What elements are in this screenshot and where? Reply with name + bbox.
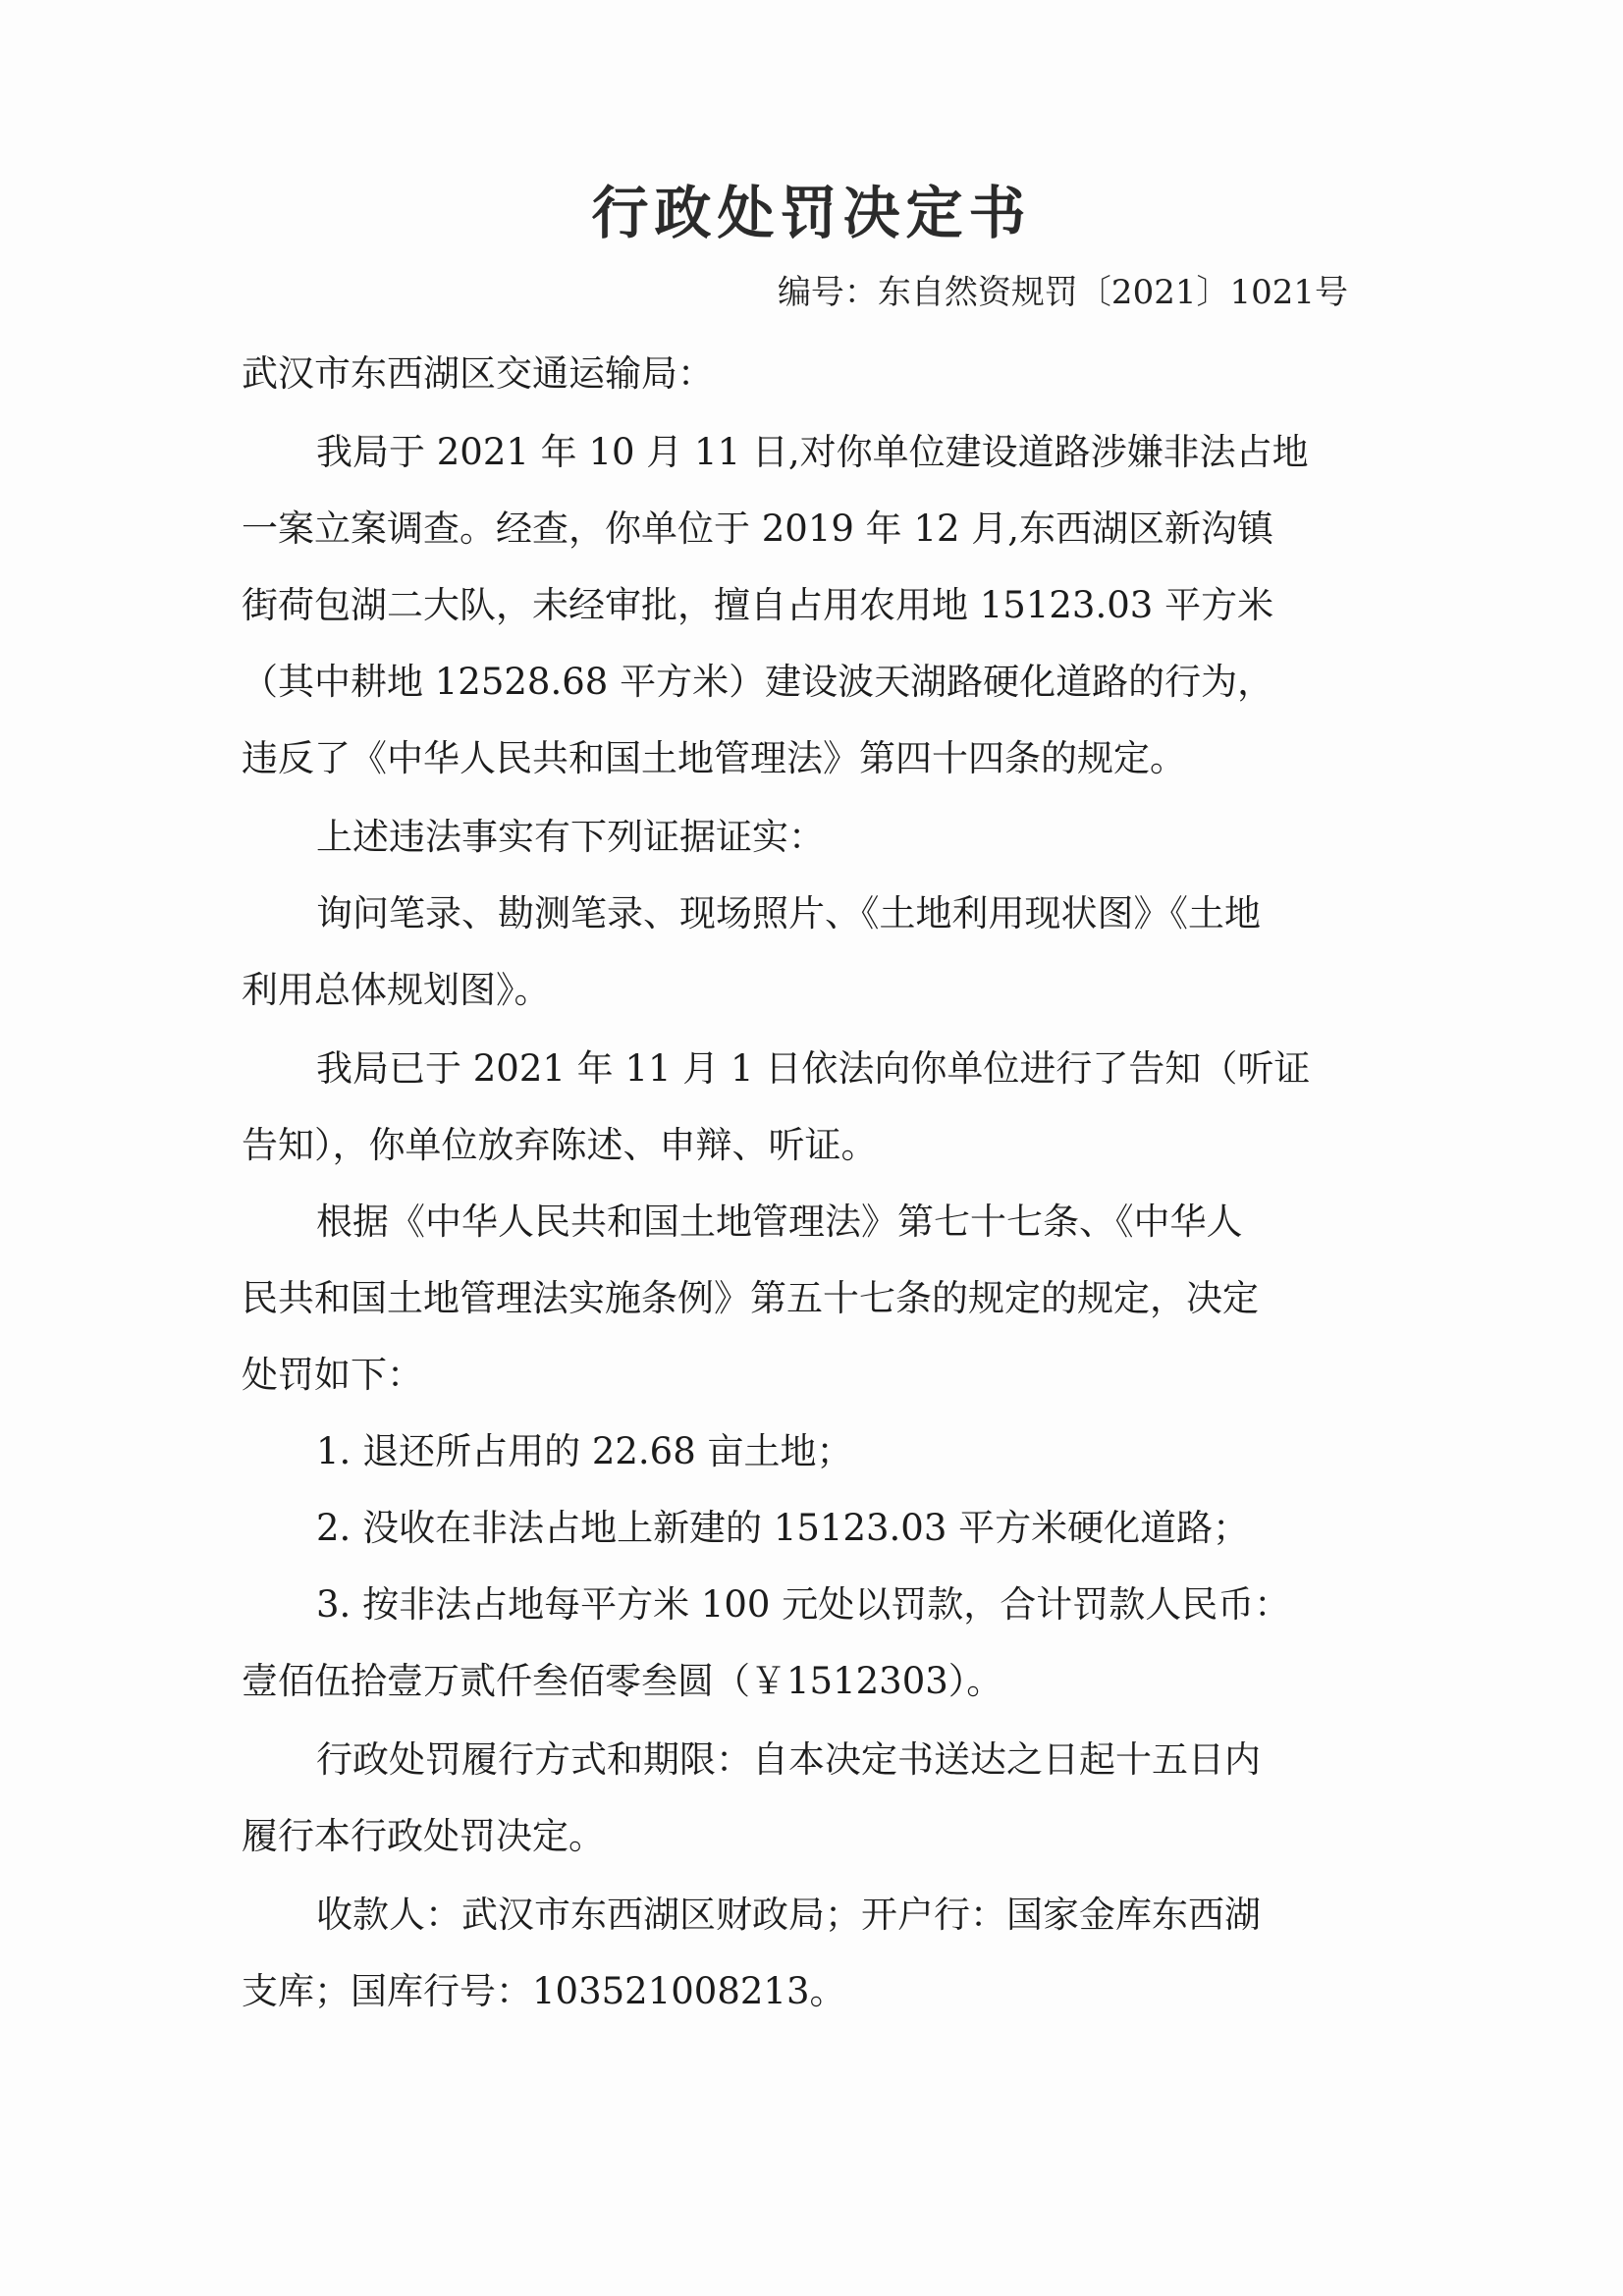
body-line: 街荷包湖二大队，未经审批，擅自占用农用地 15123.03 平方米 — [242, 584, 1274, 626]
body-line: 利用总体规划图》。 — [242, 969, 551, 1011]
body-line: 根据《中华人民共和国土地管理法》第七十七条、《中华人 — [316, 1201, 1243, 1243]
body-line: 告知），你单位放弃陈述、申辩、听证。 — [242, 1124, 878, 1166]
body-line: 行政处罚履行方式和期限：自本决定书送达之日起十五日内 — [316, 1738, 1261, 1781]
body-line: 壹佰伍拾壹万贰仟叁佰零叁圆（￥1512303）。 — [242, 1660, 1003, 1702]
body-line: 询问笔录、勘测笔录、现场照片、《土地利用现状图》《土地 — [316, 892, 1261, 934]
body-line: 一案立案调查。经查，你单位于 2019 年 12 月,东西湖区新沟镇 — [242, 507, 1274, 550]
addressee: 武汉市东西湖区交通运输局： — [242, 352, 714, 395]
penalty-item: 2. 没收在非法占地上新建的 15123.03 平方米硬化道路； — [316, 1507, 1250, 1549]
body-line: 违反了《中华人民共和国土地管理法》第四十四条的规定。 — [242, 737, 1186, 779]
body-line: 民共和国土地管理法实施条例》第五十七条的规定的规定，决定 — [242, 1277, 1259, 1319]
document-title: 行政处罚决定书 — [591, 180, 1032, 246]
penalty-item: 1. 退还所占用的 22.68 亩土地； — [316, 1430, 853, 1472]
document-number: 编号：东自然资规罚〔2021〕1021号 — [777, 273, 1348, 312]
body-line: 支库；国库行号：103521008213。 — [242, 1970, 846, 2012]
body-line: 我局于 2021 年 10 月 11 日,对你单位建设道路涉嫌非法占地 — [316, 431, 1309, 473]
body-line: 我局已于 2021 年 11 月 1 日依法向你单位进行了告知（听证 — [316, 1047, 1311, 1090]
body-line: 收款人：武汉市东西湖区财政局；开户行：国家金库东西湖 — [316, 1894, 1261, 1936]
body-line: 处罚如下： — [242, 1354, 423, 1396]
penalty-item: 3. 按非法占地每平方米 100 元处以罚款，合计罚款人民币： — [316, 1583, 1291, 1626]
body-line: 上述违法事实有下列证据证实： — [316, 816, 825, 858]
body-line: （其中耕地 12528.68 平方米）建设波天湖路硬化道路的行为， — [242, 661, 1274, 703]
body-line: 履行本行政处罚决定。 — [242, 1815, 605, 1857]
